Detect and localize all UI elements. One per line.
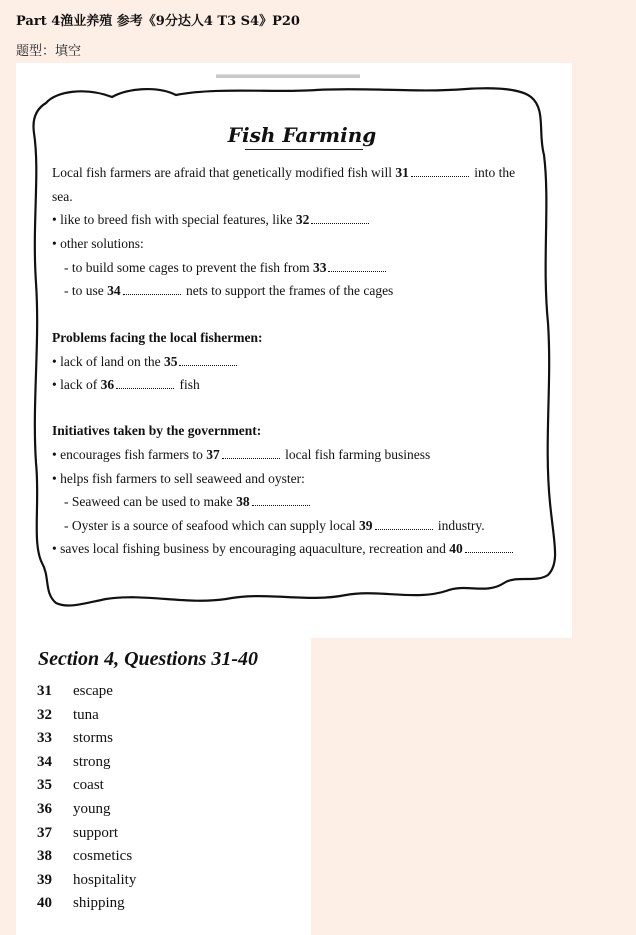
answer-number: 39: [37, 871, 52, 888]
intro-line: [52, 165, 515, 181]
answer-text: strong: [73, 753, 111, 770]
answer-blank-38[interactable]: [252, 495, 310, 506]
encourage-suffix: local fish farming business: [285, 447, 431, 462]
oyster-line: [64, 518, 485, 534]
land-text: • lack of land on the: [52, 354, 161, 369]
question-32-number: 32: [295, 212, 310, 227]
answer-text: tuna: [73, 706, 99, 723]
worksheet-scan: [16, 63, 572, 638]
bleed-through-text: ▬▬▬▬▬▬▬▬▬▬▬▬: [216, 67, 360, 81]
answer-number: 40: [37, 895, 52, 912]
answer-row: [37, 683, 113, 700]
other-solutions-line: • other solutions:: [52, 236, 144, 251]
answer-number: 32: [37, 706, 52, 723]
answer-key-scan: [16, 638, 311, 935]
answer-number: 37: [37, 824, 52, 841]
cages-text: - to build some cages to prevent the fish from: [64, 260, 310, 275]
question-39-number: 39: [359, 518, 373, 533]
worksheet-title: Fish Farming: [227, 123, 377, 147]
saves-line: [52, 541, 515, 557]
encourage-line: [52, 447, 430, 463]
answer-number: 35: [37, 777, 52, 794]
answer-blank-37[interactable]: [222, 448, 280, 459]
answer-row: [37, 825, 118, 842]
answer-row: [37, 801, 111, 818]
answer-number: 34: [37, 753, 52, 770]
saves-text: • saves local fishing business by encouraging aquaculture, recreation and: [52, 541, 446, 556]
question-37-number: 37: [206, 447, 220, 462]
nets-suffix: nets to support the frames of the cages: [186, 283, 394, 298]
oyster-prefix: - Oyster is a source of seafood which can supply local: [64, 518, 356, 533]
answer-row: [37, 730, 113, 747]
answer-text: escape: [73, 683, 113, 699]
answer-blank-31[interactable]: [411, 166, 469, 177]
initiatives-heading: Initiatives taken by the government:: [52, 423, 262, 438]
answer-text: young: [73, 801, 111, 817]
nets-prefix: - to use: [64, 283, 104, 298]
answer-number: 38: [37, 848, 52, 865]
fish-suffix: fish: [179, 377, 200, 392]
breed-line: [52, 212, 371, 228]
answer-blank-35[interactable]: [179, 355, 237, 366]
answer-number: 33: [37, 730, 52, 747]
question-31-number: 31: [395, 165, 409, 180]
answer-text: storms: [73, 730, 114, 747]
question-38-number: 38: [236, 494, 250, 509]
intro-text: Local fish farmers are afraid that genetically modified fish will: [52, 165, 392, 180]
intro-line-2: sea.: [52, 189, 73, 204]
answer-row: [37, 872, 136, 889]
helps-line: • helps fish farmers to sell seaweed and oyster:: [52, 471, 305, 486]
encourage-prefix: • encourages fish farmers to: [52, 447, 203, 462]
fish-prefix: • lack of: [52, 377, 98, 392]
seaweed-text: - Seaweed can be used to make: [64, 494, 233, 509]
answer-row: [37, 895, 125, 912]
answer-blank-40[interactable]: [465, 542, 513, 553]
seaweed-line: [64, 494, 312, 510]
answer-row: [37, 707, 99, 724]
question-40-number: 40: [449, 541, 463, 556]
intro-text-end: into the: [474, 165, 516, 180]
answer-key-title: Section 4, Questions 31-40: [38, 648, 259, 670]
answer-blank-39[interactable]: [375, 519, 433, 530]
answer-row: [37, 754, 111, 771]
land-line: [52, 354, 239, 370]
answer-text: support: [73, 824, 118, 841]
title-underline: [245, 149, 363, 150]
question-type-label: 题型：填空: [16, 44, 82, 59]
answer-text: coast: [73, 777, 104, 794]
answer-row: [37, 777, 104, 794]
nets-line: [64, 283, 393, 299]
cages-line: [64, 260, 388, 276]
answer-blank-36[interactable]: [116, 378, 174, 389]
answer-blank-34[interactable]: [123, 284, 181, 295]
answer-text: cosmetics: [73, 848, 133, 865]
answer-blank-33[interactable]: [328, 261, 386, 272]
young-fish-line: [52, 377, 200, 393]
breed-text: • like to breed fish with special features, like: [52, 212, 293, 227]
page-title: Part 4渔业养殖 参考《9分达人4 T3 S4》P20: [16, 14, 300, 29]
answer-blank-32[interactable]: [311, 213, 369, 224]
question-33-number: 33: [312, 260, 327, 275]
answer-text: shipping: [73, 895, 125, 912]
question-35-number: 35: [163, 354, 178, 369]
question-34-number: 34: [107, 283, 121, 298]
answer-number: 31: [37, 683, 52, 699]
question-36-number: 36: [100, 377, 115, 392]
answer-row: [37, 848, 132, 865]
problems-heading: Problems facing the local fishermen:: [52, 330, 263, 345]
oyster-suffix: industry.: [437, 518, 485, 533]
answer-text: hospitality: [73, 871, 137, 888]
answer-number: 36: [37, 801, 52, 817]
